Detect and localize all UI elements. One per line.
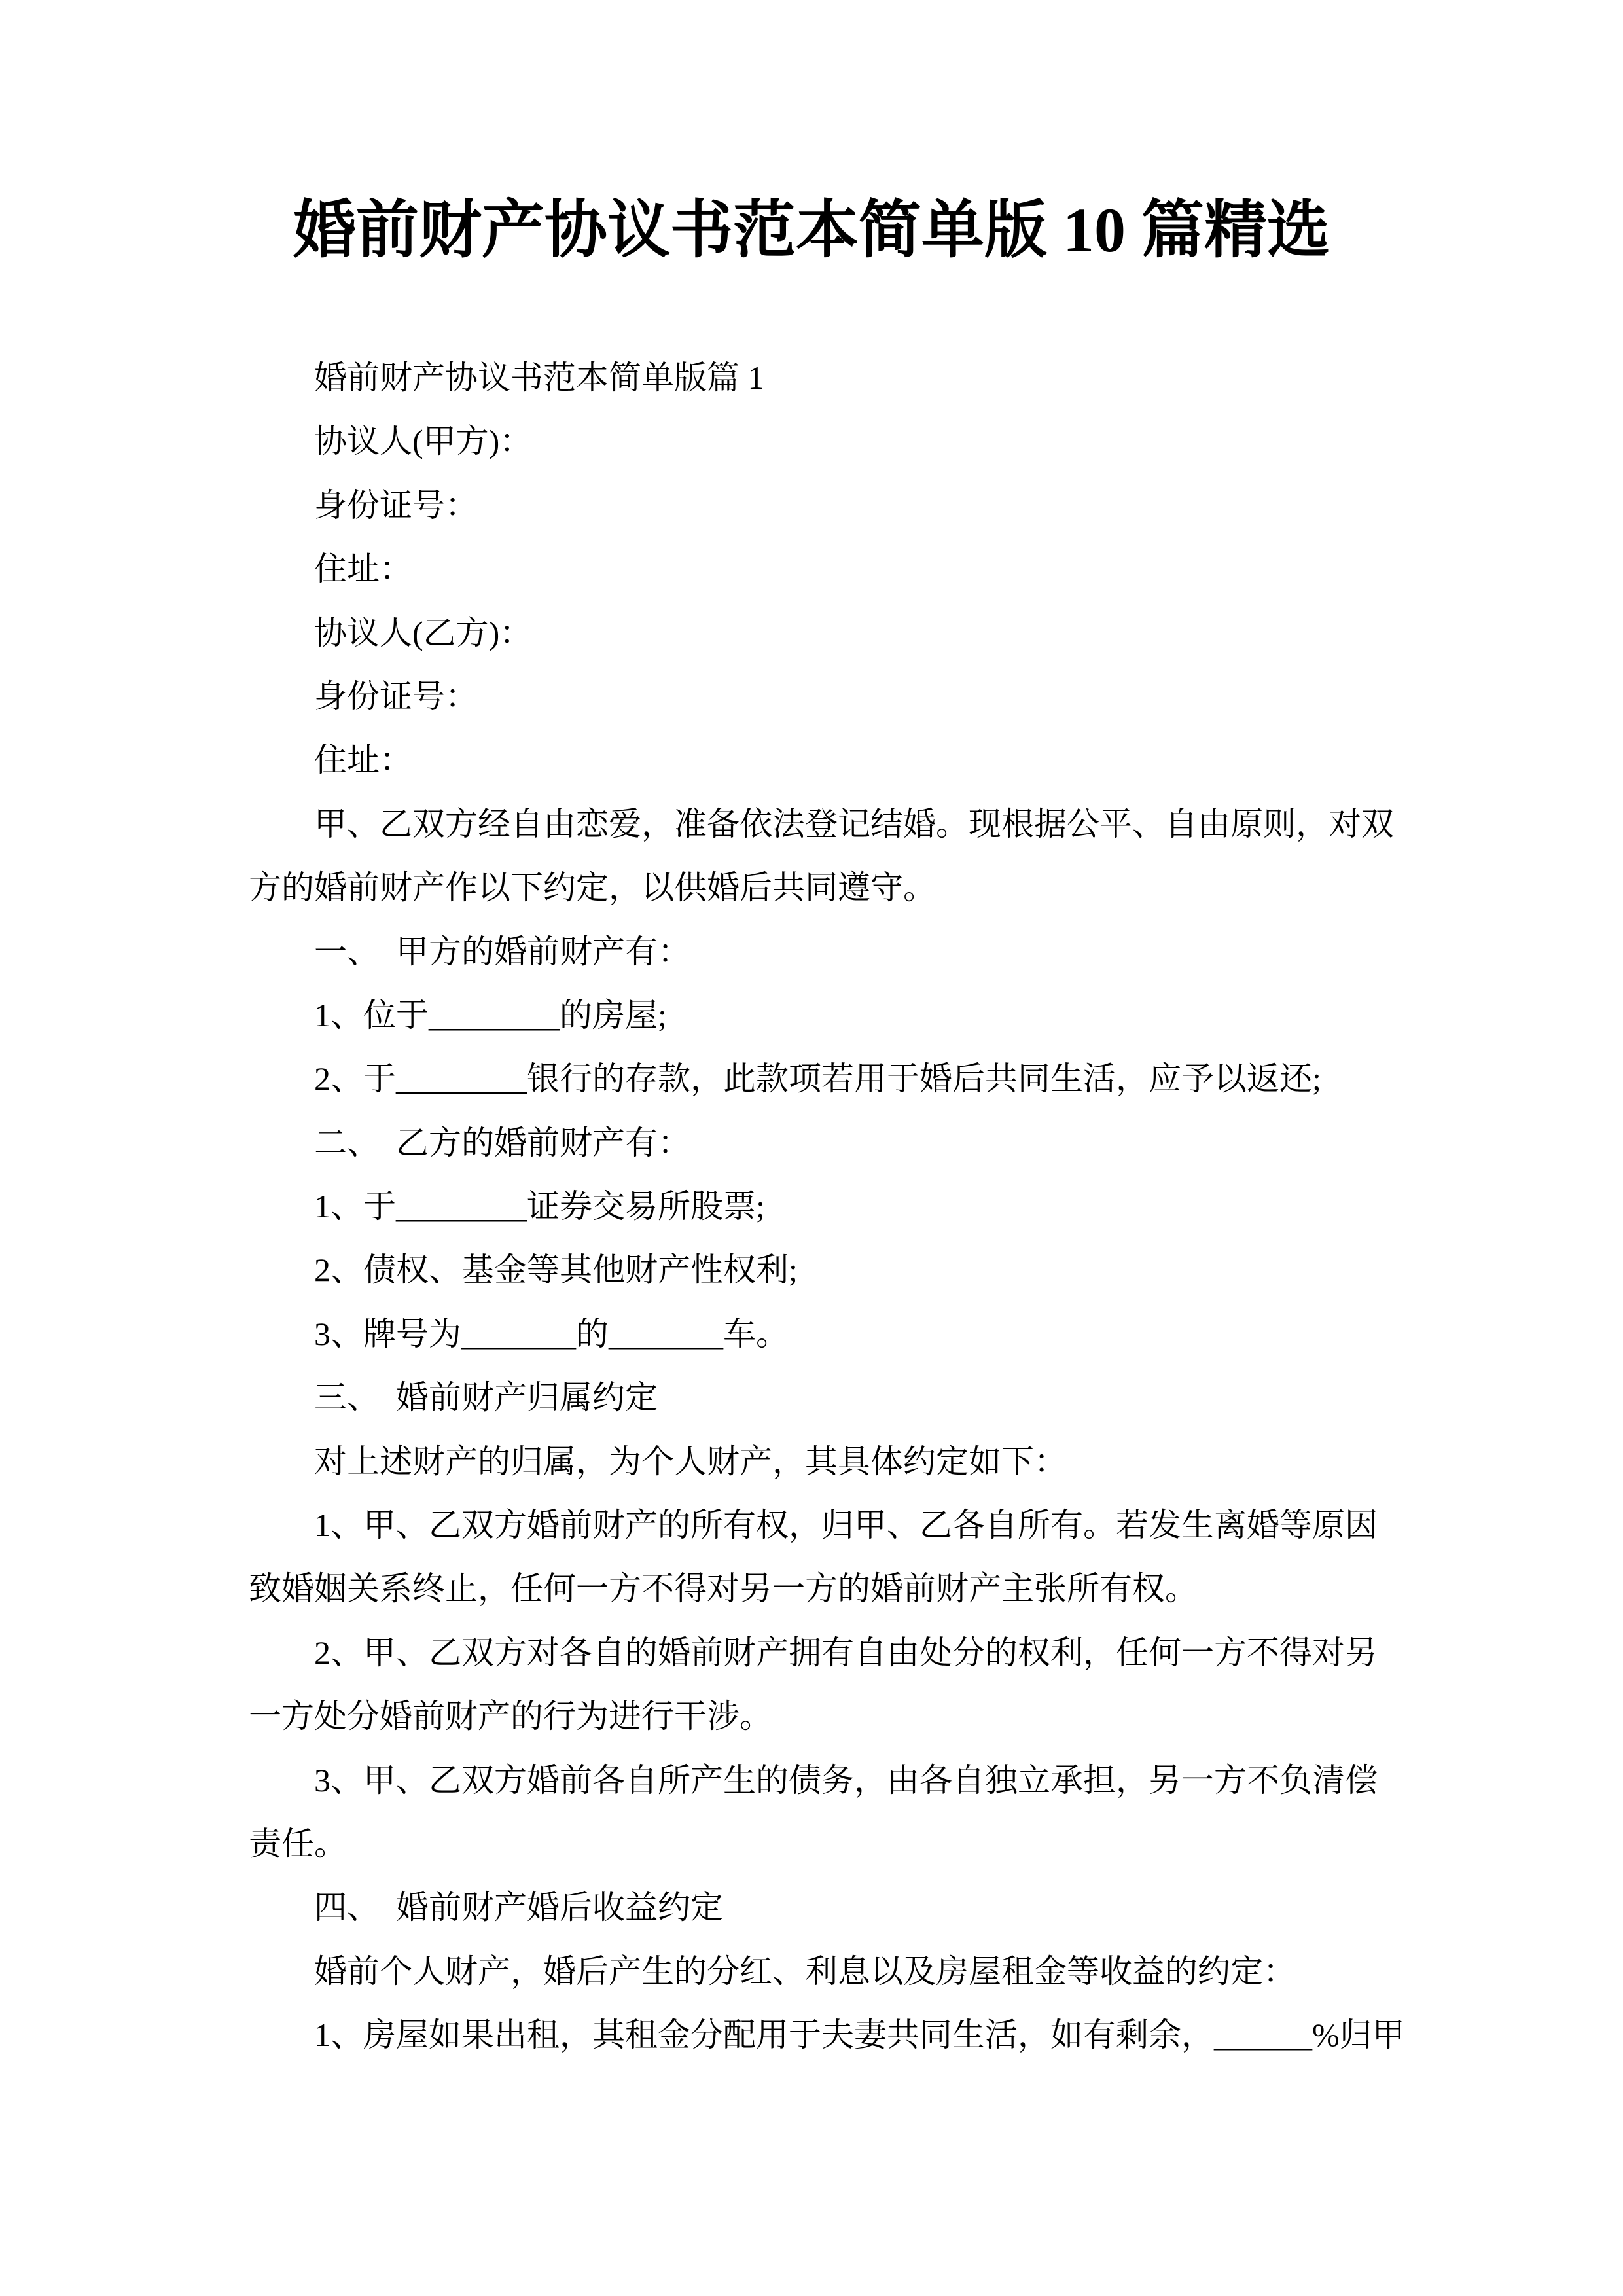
doc-line: 3、甲、乙双方婚前各自所产生的债务，由各自独立承担，另一方不负清偿 xyxy=(314,1761,1378,1799)
doc-line: 致婚姻关系终止，任何一方不得对另一方的婚前财产主张所有权。 xyxy=(249,1570,1198,1607)
doc-line: 一、 甲方的婚前财产有： xyxy=(314,933,690,970)
doc-line: 三、 婚前财产归属约定 xyxy=(314,1379,658,1416)
doc-line: 责任。 xyxy=(249,1825,347,1862)
doc-line: 住址： xyxy=(314,742,412,779)
doc-line: 1、于________证券交易所股票; xyxy=(314,1188,765,1225)
doc-line: 3、牌号为_______的_______车。 xyxy=(314,1315,789,1352)
doc-line: 协议人(乙方)： xyxy=(314,614,533,651)
doc-line: 一方处分婚前财产的行为进行干涉。 xyxy=(249,1698,772,1735)
doc-line: 1、甲、乙双方婚前财产的所有权，归甲、乙各自所有。若发生离婚等原因 xyxy=(314,1507,1378,1544)
doc-line: 方的婚前财产作以下约定，以供婚后共同遵守。 xyxy=(249,869,936,906)
doc-line: 住址： xyxy=(314,550,412,588)
document-title: 婚前财产协议书范本简单版 10 篇精选 xyxy=(293,195,1330,265)
doc-line: 婚前个人财产，婚后产生的分红、利息以及房屋租金等收益的约定： xyxy=(314,1952,1296,1990)
doc-line: 2、于________银行的存款，此款项若用于婚后共同生活，应予以返还; xyxy=(314,1060,1321,1098)
doc-line: 1、位于________的房屋; xyxy=(314,996,667,1033)
doc-line: 甲、乙双方经自由恋爱，准备依法登记结婚。现根据公平、自由原则，对双 xyxy=(314,805,1394,842)
doc-line: 二、 乙方的婚前财产有： xyxy=(314,1124,690,1161)
doc-line: 2、债权、基金等其他财产性权利; xyxy=(314,1251,798,1289)
doc-line: 协议人(甲方)： xyxy=(314,423,533,460)
doc-line: 1、房屋如果出租，其租金分配用于夫妻共同生活，如有剩余，______%归甲 xyxy=(314,2017,1405,2054)
doc-line: 对上述财产的归属，为个人财产，其具体约定如下： xyxy=(314,1443,1067,1480)
doc-line: 身份证号： xyxy=(314,677,478,715)
doc-line: 婚前财产协议书范本简单版篇 1 xyxy=(314,359,764,396)
doc-line: 四、 婚前财产婚后收益约定 xyxy=(314,1889,723,1926)
doc-line: 身份证号： xyxy=(314,486,478,524)
document-body xyxy=(249,346,1405,2068)
doc-line: 2、甲、乙双方对各自的婚前财产拥有自由处分的权利，任何一方不得对另 xyxy=(314,1634,1378,1671)
